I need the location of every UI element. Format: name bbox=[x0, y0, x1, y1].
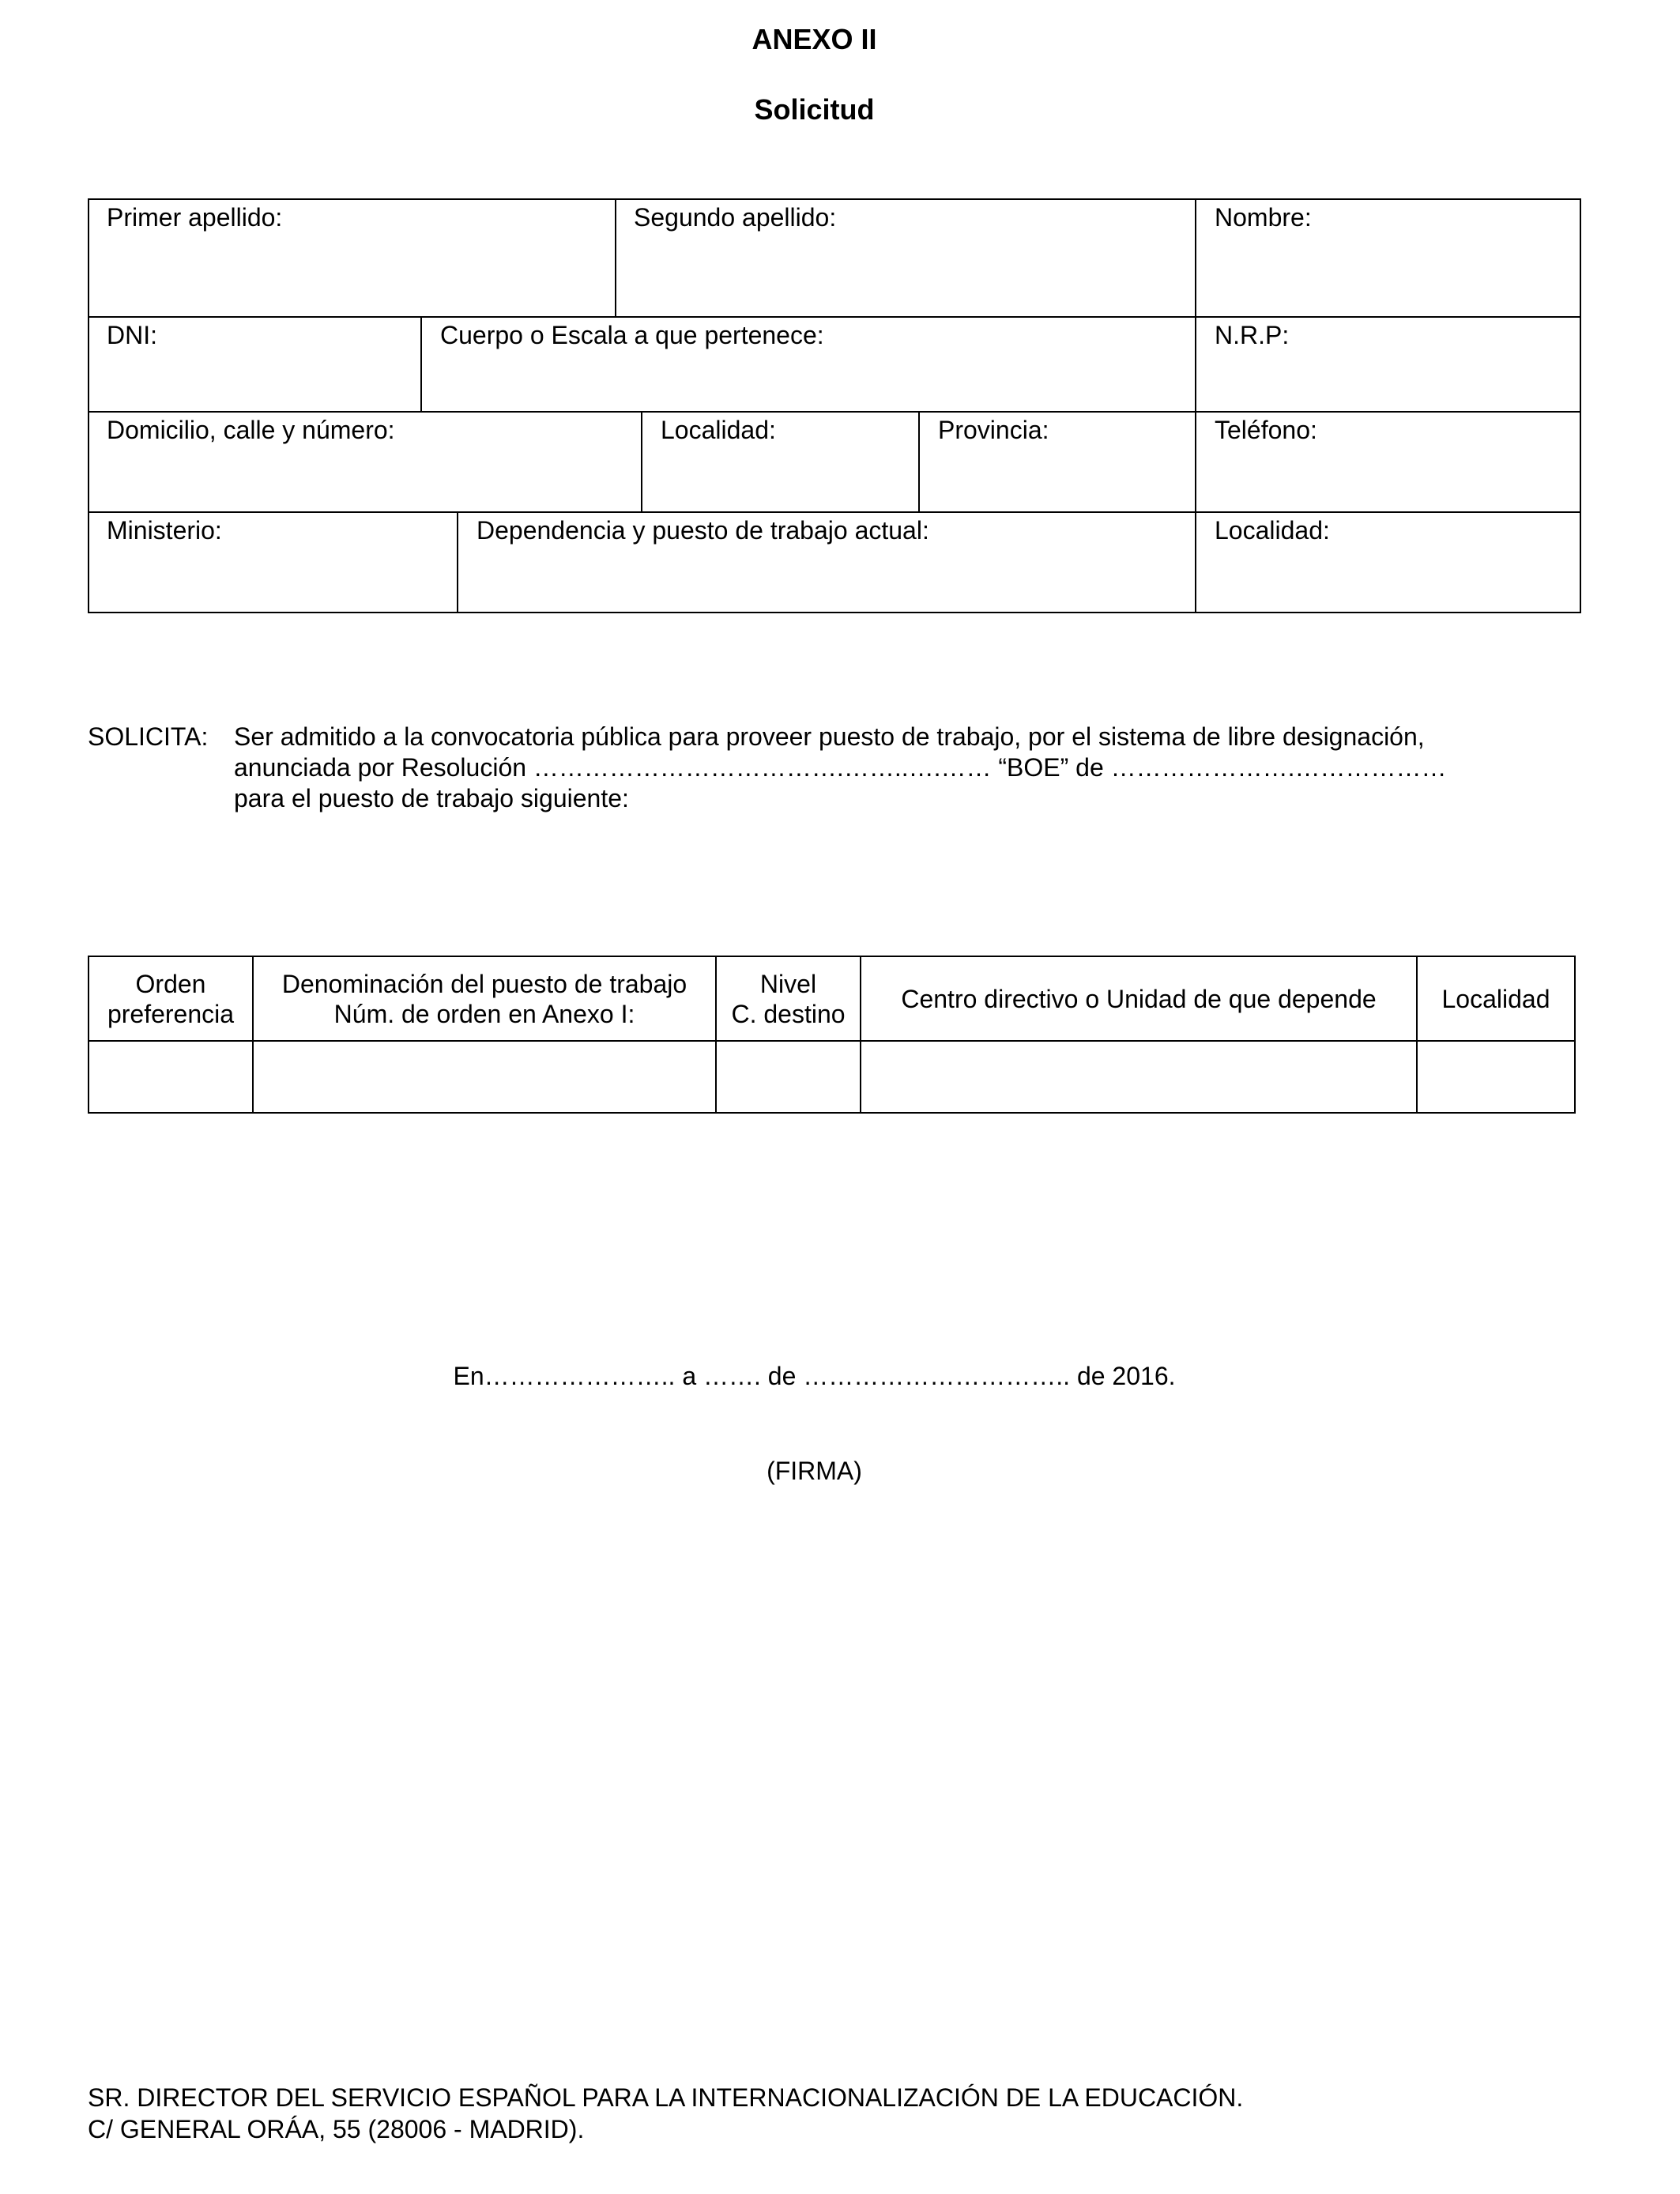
header-center-line1: Centro directivo o Unidad de que depende bbox=[901, 984, 1377, 1013]
form-row-divider bbox=[88, 511, 1581, 513]
footer-addressee: SR. DIRECTOR DEL SERVICIO ESPAÑOL PARA LA INTERNACIONALIZACIÓN DE LA EDUCACIÓN. bbox=[88, 2083, 1244, 2112]
annex-title: ANEXO II bbox=[751, 23, 877, 55]
first-surname-field[interactable]: Primer apellido: bbox=[107, 203, 283, 232]
cell-order[interactable] bbox=[89, 1042, 252, 1112]
post-locality-field[interactable]: Localidad: bbox=[1215, 516, 1330, 545]
header-order-line1: Orden bbox=[135, 969, 206, 998]
request-line-1: Ser admitido a la convocatoria pública para proveer puesto de trabajo, por el sistema de libre designación, bbox=[234, 722, 1425, 751]
page-title: Solicitud bbox=[754, 93, 875, 126]
header-post-name bbox=[254, 957, 715, 1040]
form-col-divider bbox=[615, 198, 616, 318]
header-locality bbox=[1418, 957, 1574, 1040]
ministry-field[interactable]: Ministerio: bbox=[107, 516, 222, 545]
second-surname-field[interactable]: Segundo apellido: bbox=[634, 203, 837, 232]
place-date-line: En………………….. a ……. de ………………………….. de 2016. bbox=[453, 1362, 1176, 1390]
form-row-divider bbox=[88, 316, 1581, 318]
footer-address: C/ GENERAL ORÁA, 55 (28006 - MADRID). bbox=[88, 2115, 585, 2143]
cell-locality[interactable] bbox=[1418, 1042, 1574, 1112]
current-post-field[interactable]: Dependencia y puesto de trabajo actual: bbox=[477, 516, 929, 545]
header-order bbox=[89, 957, 252, 1040]
cell-post-name[interactable] bbox=[254, 1042, 715, 1112]
request-label: SOLICITA: bbox=[88, 722, 209, 751]
header-center bbox=[861, 957, 1416, 1040]
form-col-divider bbox=[641, 411, 642, 513]
form-row-divider bbox=[88, 411, 1581, 413]
header-level-line1: Nivel bbox=[759, 969, 817, 998]
request-line-3: para el puesto de trabajo siguiente: bbox=[234, 784, 629, 812]
province-field[interactable]: Provincia: bbox=[938, 416, 1049, 444]
cell-center[interactable] bbox=[861, 1042, 1416, 1112]
header-level-line2: C. destino bbox=[731, 999, 846, 1028]
form-col-divider bbox=[420, 316, 422, 413]
name-field[interactable]: Nombre: bbox=[1215, 203, 1312, 232]
header-level bbox=[717, 957, 860, 1040]
form-col-divider bbox=[457, 511, 458, 613]
header-post-line2: Núm. de orden en Anexo I: bbox=[333, 999, 635, 1028]
form-col-divider bbox=[918, 411, 920, 513]
locality-field[interactable]: Localidad: bbox=[661, 416, 776, 444]
form-col-divider bbox=[1195, 198, 1196, 613]
form-border bbox=[88, 198, 1581, 613]
nrp-field[interactable]: N.R.P: bbox=[1215, 321, 1290, 349]
address-field[interactable]: Domicilio, calle y número: bbox=[107, 416, 395, 444]
request-line-2: anunciada por Resolución ……………………………….……..….…… “BOE” de ………………….……………… bbox=[234, 753, 1447, 782]
dni-field[interactable]: DNI: bbox=[107, 321, 157, 349]
header-order-line2: preferencia bbox=[107, 999, 235, 1028]
corps-field[interactable]: Cuerpo o Escala a que pertenece: bbox=[440, 321, 824, 349]
signature-label: (FIRMA) bbox=[767, 1457, 862, 1485]
cell-level[interactable] bbox=[717, 1042, 860, 1112]
header-post-line1: Denominación del puesto de trabajo bbox=[281, 969, 687, 998]
header-locality-line1: Localidad bbox=[1441, 984, 1550, 1013]
phone-field[interactable]: Teléfono: bbox=[1215, 416, 1317, 444]
